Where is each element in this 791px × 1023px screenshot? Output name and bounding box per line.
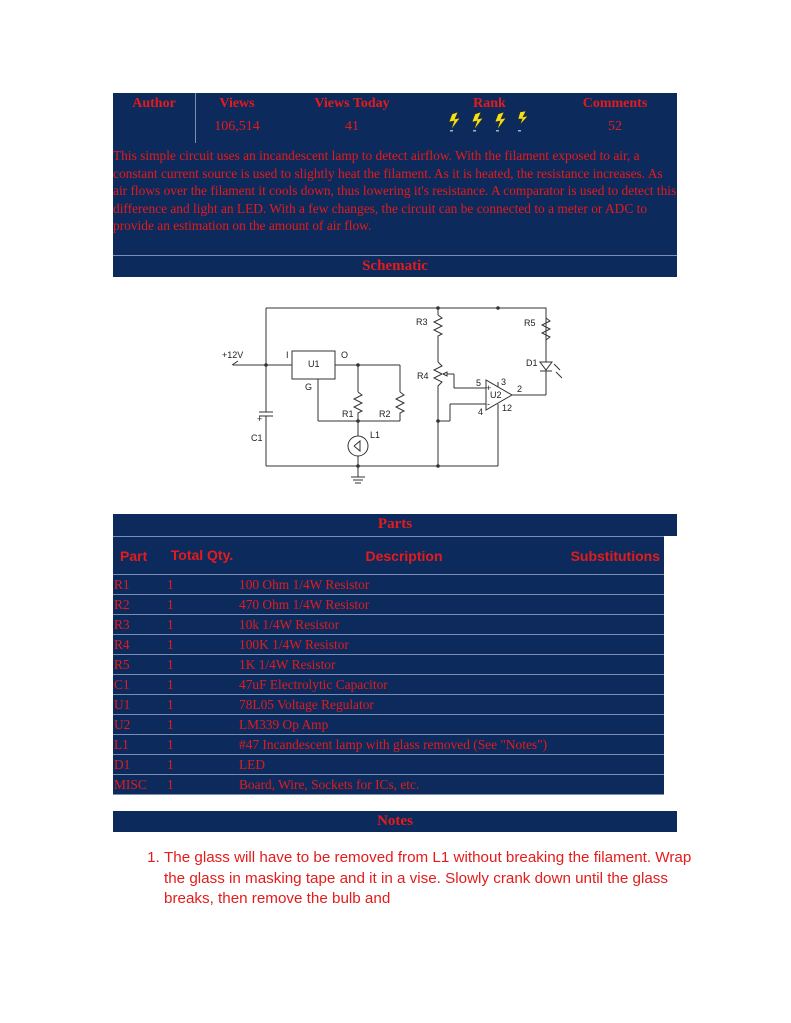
schematic-section-bar — [113, 255, 677, 277]
label-pin4: 4 — [478, 407, 484, 417]
rank-lightning-icons — [444, 110, 534, 132]
label-c1-plus: + — [257, 414, 263, 424]
part-cell: U2 — [113, 715, 165, 735]
label-r5: R5 — [524, 318, 536, 328]
author-header: Author — [132, 96, 176, 111]
label-r3: R3 — [416, 317, 428, 327]
qty-cell: 1 — [165, 575, 239, 595]
label-pin5: 5 — [476, 378, 482, 388]
table-row — [113, 595, 664, 615]
label-pin12: 12 — [502, 403, 513, 413]
substitutions-column-header: Substitutions — [569, 537, 664, 575]
part-cell: R2 — [113, 595, 165, 615]
description-cell: #47 Incandescent lamp with glass removed (See "Notes") — [239, 735, 569, 755]
label-u2: U2 — [490, 390, 502, 400]
table-row — [113, 615, 664, 635]
part-column-header: Part — [113, 537, 165, 575]
part-cell: R4 — [113, 635, 165, 655]
label-vin: +12V — [222, 350, 244, 360]
parts-header-row — [113, 537, 664, 575]
description-cell: LED — [239, 755, 569, 775]
description-cell: 47uF Electrolytic Capacitor — [239, 675, 569, 695]
note-item: 1. The glass will have to be removed from L1 without breaking the filament. Wrap the glass in masking tape and it in a vise. Slowly crank down until the glass breaks, then remove the bulb and — [164, 848, 700, 910]
label-r1: R1 — [342, 409, 354, 419]
qty-column-header: Total Qty. — [165, 537, 239, 575]
table-row — [113, 655, 664, 675]
description-cell: 78L05 Voltage Regulator — [239, 695, 569, 715]
lightning-icon — [472, 112, 483, 130]
part-cell: MISC — [113, 775, 165, 795]
part-cell: U1 — [113, 695, 165, 715]
description-cell: Board, Wire, Sockets for ICs, etc. — [239, 775, 569, 795]
views-today-header: Views Today — [314, 96, 390, 111]
notes-title: Notes — [377, 813, 413, 829]
label-u1-in: I — [286, 350, 289, 360]
part-cell: C1 — [113, 675, 165, 695]
qty-cell: 1 — [165, 695, 239, 715]
label-pin3: 3 — [501, 377, 507, 387]
substitutions-cell — [569, 655, 664, 675]
label-r4: R4 — [417, 371, 429, 381]
description-cell: 470 Ohm 1/4W Resistor — [239, 595, 569, 615]
notes-list — [140, 848, 700, 910]
comments-value: 52 — [608, 119, 622, 134]
table-row — [113, 675, 664, 695]
label-c1: C1 — [251, 433, 263, 443]
table-row — [113, 735, 664, 755]
substitutions-cell — [569, 575, 664, 595]
label-u1-out: O — [341, 350, 349, 360]
substitutions-cell — [569, 735, 664, 755]
views-header: Views — [219, 96, 255, 111]
part-cell: R5 — [113, 655, 165, 675]
description-cell: 10k 1/4W Resistor — [239, 615, 569, 635]
part-cell: R3 — [113, 615, 165, 635]
substitutions-cell — [569, 775, 664, 795]
description-cell: 1K 1/4W Resistor — [239, 655, 569, 675]
substitutions-cell — [569, 695, 664, 715]
qty-cell: 1 — [165, 635, 239, 655]
lightning-icon — [518, 111, 528, 125]
qty-cell: 1 — [165, 755, 239, 775]
table-row — [113, 635, 664, 655]
table-row — [113, 575, 664, 595]
substitutions-cell — [569, 635, 664, 655]
description-cell: 100K 1/4W Resistor — [239, 635, 569, 655]
parts-table — [113, 536, 664, 795]
qty-cell: 1 — [165, 735, 239, 755]
schematic-title: Schematic — [362, 258, 428, 274]
label-pin2: 2 — [517, 384, 523, 394]
label-opamp-plus: + — [486, 383, 492, 393]
substitutions-cell — [569, 755, 664, 775]
circuit-schematic — [222, 300, 582, 495]
views-value: 106,514 — [214, 119, 260, 134]
qty-cell: 1 — [165, 675, 239, 695]
qty-cell: 1 — [165, 715, 239, 735]
table-row — [113, 775, 664, 795]
part-cell: D1 — [113, 755, 165, 775]
lightning-icon — [449, 112, 460, 130]
label-opamp-minus: - — [487, 399, 490, 409]
notes-section-bar — [113, 811, 677, 832]
label-u1: U1 — [308, 359, 320, 369]
views-today-value: 41 — [345, 119, 359, 134]
table-row — [113, 755, 664, 775]
qty-cell: 1 — [165, 595, 239, 615]
substitutions-cell — [569, 615, 664, 635]
qty-cell: 1 — [165, 655, 239, 675]
description-cell: 100 Ohm 1/4W Resistor — [239, 575, 569, 595]
parts-table-body — [113, 575, 664, 795]
table-row — [113, 715, 664, 735]
lightning-icon — [495, 112, 506, 130]
label-r2: R2 — [379, 409, 391, 419]
info-header-row — [113, 93, 677, 141]
part-cell: L1 — [113, 735, 165, 755]
table-row — [113, 695, 664, 715]
label-d1: D1 — [526, 358, 538, 368]
parts-section-bar — [113, 514, 677, 536]
description-cell: LM339 Op Amp — [239, 715, 569, 735]
parts-title: Parts — [377, 516, 413, 532]
part-cell: R1 — [113, 575, 165, 595]
article-info-box — [113, 93, 677, 276]
comments-header: Comments — [582, 96, 648, 111]
substitutions-cell — [569, 675, 664, 695]
rank-header: Rank — [473, 96, 506, 111]
label-u1-gnd: G — [305, 382, 313, 392]
substitutions-cell — [569, 595, 664, 615]
circuit-description: This simple circuit uses an incandescent lamp to detect airflow. With the filament exposed to air, a constant current source is used to slightly heat the filament. As it is heated, the resistance increases. As air flows over the filament it cools down, thus lowering it's resistance. A comparator is used to detect this difference and light an LED. With a few changes, the circuit can be connected to a meter or ADC to provide an estimation on the amount of air flow. — [113, 148, 677, 233]
substitutions-cell — [569, 715, 664, 735]
description-column-header: Description — [239, 537, 569, 575]
label-l1: L1 — [370, 430, 381, 440]
qty-cell: 1 — [165, 775, 239, 795]
qty-cell: 1 — [165, 615, 239, 635]
